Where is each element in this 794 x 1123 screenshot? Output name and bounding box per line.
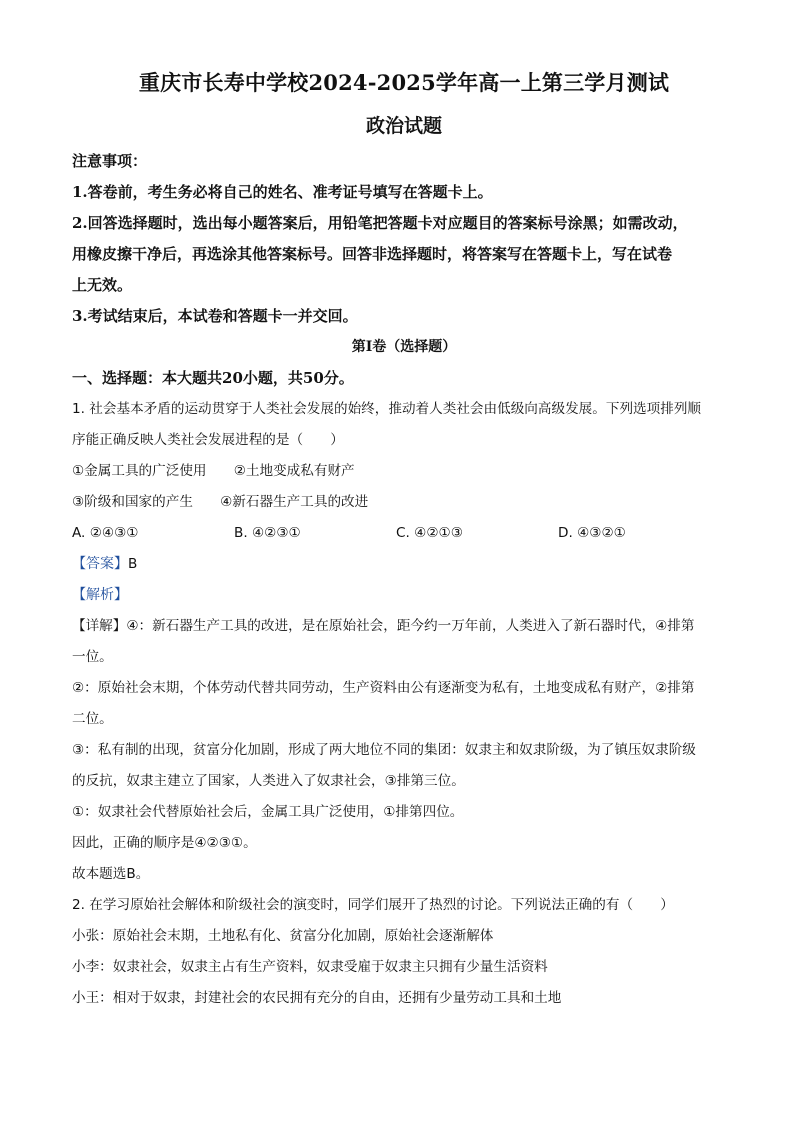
answer-tag: 【答案】 xyxy=(72,556,128,572)
detail-line: 的反抗，奴隶主建立了国家，人类进入了奴隶社会，③排第三位。 xyxy=(72,773,465,789)
notice-line: 用橡皮擦干净后，再选涂其他答案标号。回答非选择题时，将答案写在答题卡上，写在试卷 xyxy=(72,245,673,263)
question-item-line: ①金属工具的广泛使用 ②土地变成私有财产 xyxy=(72,463,355,479)
detail-line: 一位。 xyxy=(72,649,113,665)
detail-line: 二位。 xyxy=(72,711,113,727)
question-2 xyxy=(72,890,736,1014)
option-c: C. ④②①③ xyxy=(396,525,463,541)
question-item-line: ③阶级和国家的产生 ④新石器生产工具的改进 xyxy=(72,494,369,510)
part-title: 一、选择题：本大题共20小题，共50分。 xyxy=(72,369,354,387)
detail-line: 故本题选B。 xyxy=(72,866,150,882)
notice-block xyxy=(72,146,736,332)
statement-line: 小李：奴隶社会，奴隶主占有生产资料，奴隶受雇于奴隶主只拥有少量生活资料 xyxy=(72,959,548,975)
question-stem-line: 1. 社会基本矛盾的运动贯穿于人类社会发展的始终，推动着人类社会由低级向高级发展。下列选项排列顺 xyxy=(72,401,702,417)
statement-line: 小张：原始社会末期，土地私有化、贫富分化加剧，原始社会逐渐解体 xyxy=(72,928,494,944)
answer-value: B xyxy=(128,556,138,572)
page-subtitle: 政治试题 xyxy=(365,115,442,137)
option-a: A. ②④③① xyxy=(72,525,139,541)
notice-line: 3.考试结束后，本试卷和答题卡一并交回。 xyxy=(72,307,358,325)
question-stem-line: 序能正确反映人类社会发展进程的是（ ） xyxy=(72,432,344,448)
notice-heading: 注意事项： xyxy=(72,152,148,170)
question-1 xyxy=(72,394,736,890)
answer-options xyxy=(72,518,736,549)
detail-line: ①：奴隶社会代替原始社会后，金属工具广泛使用，①排第四位。 xyxy=(72,804,464,820)
option-b: B. ④②③① xyxy=(234,525,301,541)
analysis-tag: 【解析】 xyxy=(72,587,128,603)
notice-line: 1.答卷前，考生务必将自己的姓名、准考证号填写在答题卡上。 xyxy=(72,183,493,201)
option-d: D. ④③②① xyxy=(558,525,626,541)
detail-line: ③：私有制的出现，贫富分化加剧，形成了两大地位不同的集团：奴隶主和奴隶阶级，为了镇压奴隶阶级 xyxy=(72,742,696,758)
notice-line: 上无效。 xyxy=(72,276,133,294)
detail-line: ②：原始社会末期，个体劳动代替共同劳动，生产资料由公有逐渐变为私有，土地变成私有财产，②排第 xyxy=(72,680,695,696)
notice-line: 2.回答选择题时，选出每小题答案后，用铅笔把答题卡对应题目的答案标号涂黑；如需改动， xyxy=(72,214,688,232)
statement-line: 小王：相对于奴隶，封建社会的农民拥有充分的自由，还拥有少量劳动工具和土地 xyxy=(72,990,562,1006)
answer-line xyxy=(72,549,736,580)
detail-line: 【详解】④：新石器生产工具的改进，是在原始社会，距今约一万年前，人类进入了新石器时代，④排第 xyxy=(72,618,695,634)
page-title: 重庆市长寿中学校2024-2025学年高一上第三学月测试 xyxy=(138,70,670,95)
detail-line: 因此，正确的顺序是④②③①。 xyxy=(72,835,257,851)
question-stem-line: 2. 在学习原始社会解体和阶级社会的演变时，同学们展开了热烈的讨论。下列说法正确的有（ ） xyxy=(72,897,674,913)
section-title: 第Ⅰ卷（选择题） xyxy=(351,339,457,355)
